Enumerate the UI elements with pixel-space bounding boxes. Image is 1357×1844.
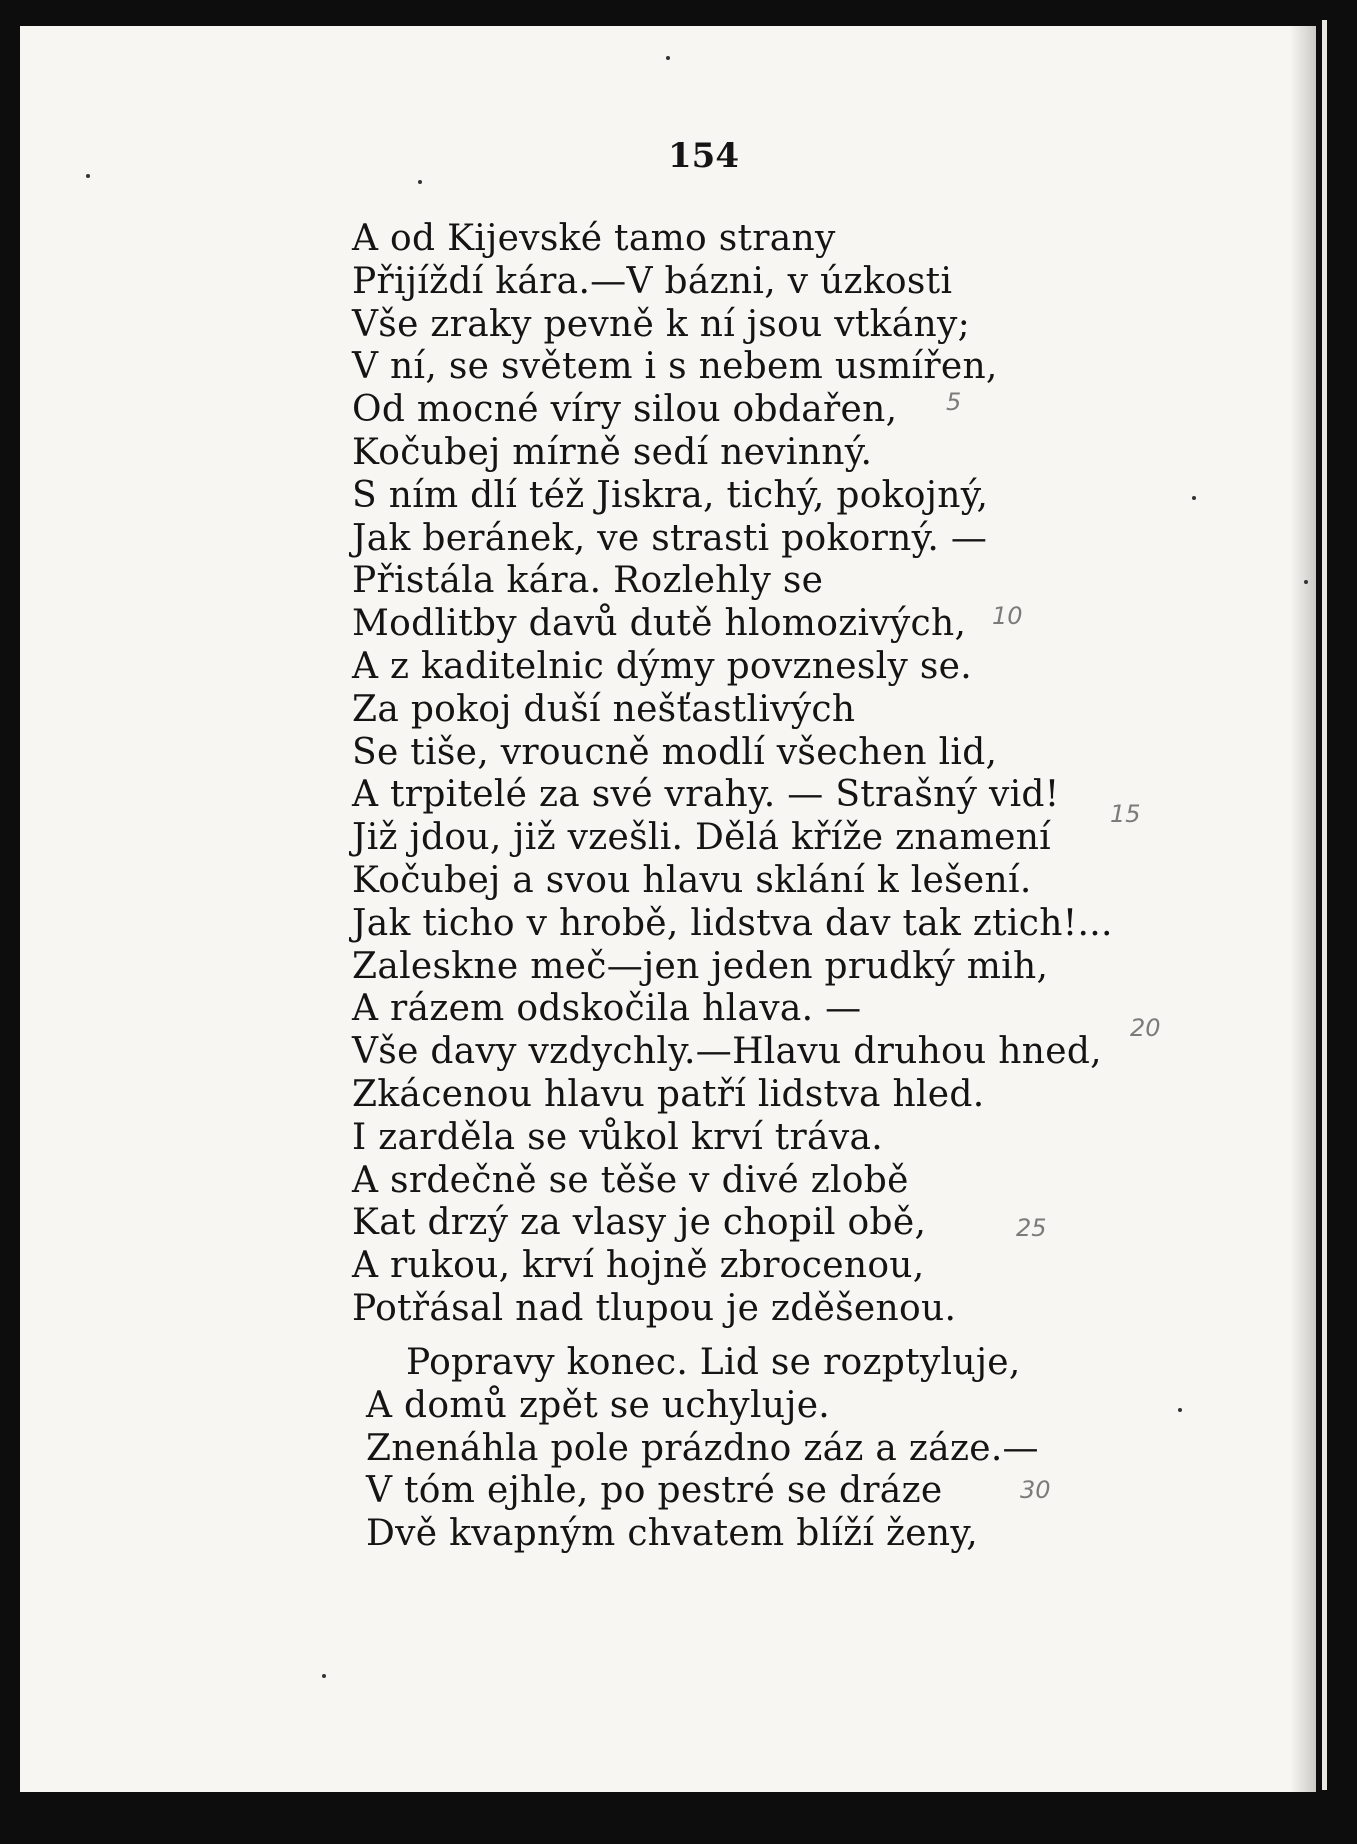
scan-border-bottom — [0, 1792, 1357, 1844]
poem-line: V tóm ejhle, po pestré se dráze — [366, 1470, 943, 1512]
poem-line: Zaleskne meč—jen jeden prudký mih, — [352, 945, 1049, 987]
poem-line: A domů zpět se uchyluje. — [366, 1384, 831, 1426]
margin-line-number-15: 15 — [1110, 800, 1141, 828]
poem-line: Zkácenou hlavu patří lidstva hled. — [352, 1073, 985, 1115]
poem-stanza-1 — [352, 218, 1113, 1331]
scan-speck — [1304, 580, 1308, 584]
poem-line: A trpitelé za své vrahy. — Strašný vid! — [352, 774, 1060, 816]
scan-speck — [322, 1674, 326, 1678]
scan-speck — [418, 180, 422, 184]
scan-speck — [86, 174, 90, 178]
scan-speck — [666, 56, 670, 60]
scan-border-top — [0, 0, 1357, 26]
poem-line: Kat drzý za vlasy je chopil obě, — [352, 1202, 927, 1244]
poem-line: A z kaditelnic dýmy povznesly se. — [352, 645, 972, 687]
poem-line: Popravy konec. Lid se rozptyluje, — [406, 1342, 1021, 1383]
margin-line-number-30: 30 — [1020, 1476, 1051, 1504]
poem-line: S ním dlí též Jiskra, tichý, pokojný, — [352, 474, 989, 516]
poem-line: I zarděla se vůkol krví tráva. — [352, 1116, 883, 1158]
poem-line: Dvě kvapným chvatem blíží ženy, — [366, 1513, 978, 1555]
poem-line: A rázem odskočila hlava. — — [352, 988, 862, 1030]
page-number: 154 — [668, 136, 739, 176]
binding-shadow — [1290, 26, 1316, 1792]
poem-line: Přijíždí kára.—V bázni, v úzkosti — [352, 260, 953, 302]
poem-line: Kočubej mírně sedí nevinný. — [352, 431, 873, 473]
poem-line: Jak beránek, ve strasti pokorný. — — [352, 517, 988, 559]
poem-line: A od Kijevské tamo strany — [352, 218, 836, 259]
poem-line: Přistála kára. Rozlehly se — [352, 560, 824, 602]
poem-line: Jak ticho v hrobě, lidstva dav tak ztich!... — [352, 902, 1113, 944]
poem-line: Potřásal nad tlupou je zděšenou. — [352, 1287, 957, 1329]
margin-line-number-5: 5 — [946, 388, 962, 416]
poem-line: Znenáhla pole prázdno záz a záze.— — [366, 1427, 1039, 1469]
poem-line: A rukou, krví hojně zbrocenou, — [352, 1245, 925, 1287]
poem-line: Se tiše, vroucně modlí všechen lid, — [352, 731, 998, 773]
poem-line: A srdečně se těše v divé zlobě — [352, 1159, 909, 1201]
scan-speck — [1192, 496, 1196, 500]
poem-line: Již jdou, již vzešli. Dělá kříže znamení — [352, 817, 1051, 859]
poem-line: Od mocné víry silou obdařen, — [352, 389, 898, 431]
adjacent-page-edge — [1322, 20, 1327, 1790]
poem-line: Vše zraky pevně k ní jsou vtkány; — [352, 303, 971, 345]
scan-speck — [1178, 1408, 1182, 1412]
poem-line: Kočubej a svou hlavu sklání k lešení. — [352, 859, 1032, 901]
poem-stanza-2 — [366, 1342, 1039, 1556]
margin-line-number-10: 10 — [992, 602, 1023, 630]
poem-line: Za pokoj duší nešťastlivých — [352, 688, 856, 730]
poem-line: V ní, se světem i s nebem usmířen, — [352, 346, 998, 388]
margin-line-number-20: 20 — [1130, 1014, 1161, 1042]
poem-line: Modlitby davů dutě hlomozivých, — [352, 603, 967, 645]
scan-border-left — [0, 0, 20, 1844]
margin-line-number-25: 25 — [1016, 1214, 1047, 1242]
poem-line: Vše davy vzdychly.—Hlavu druhou hned, — [352, 1031, 1102, 1073]
